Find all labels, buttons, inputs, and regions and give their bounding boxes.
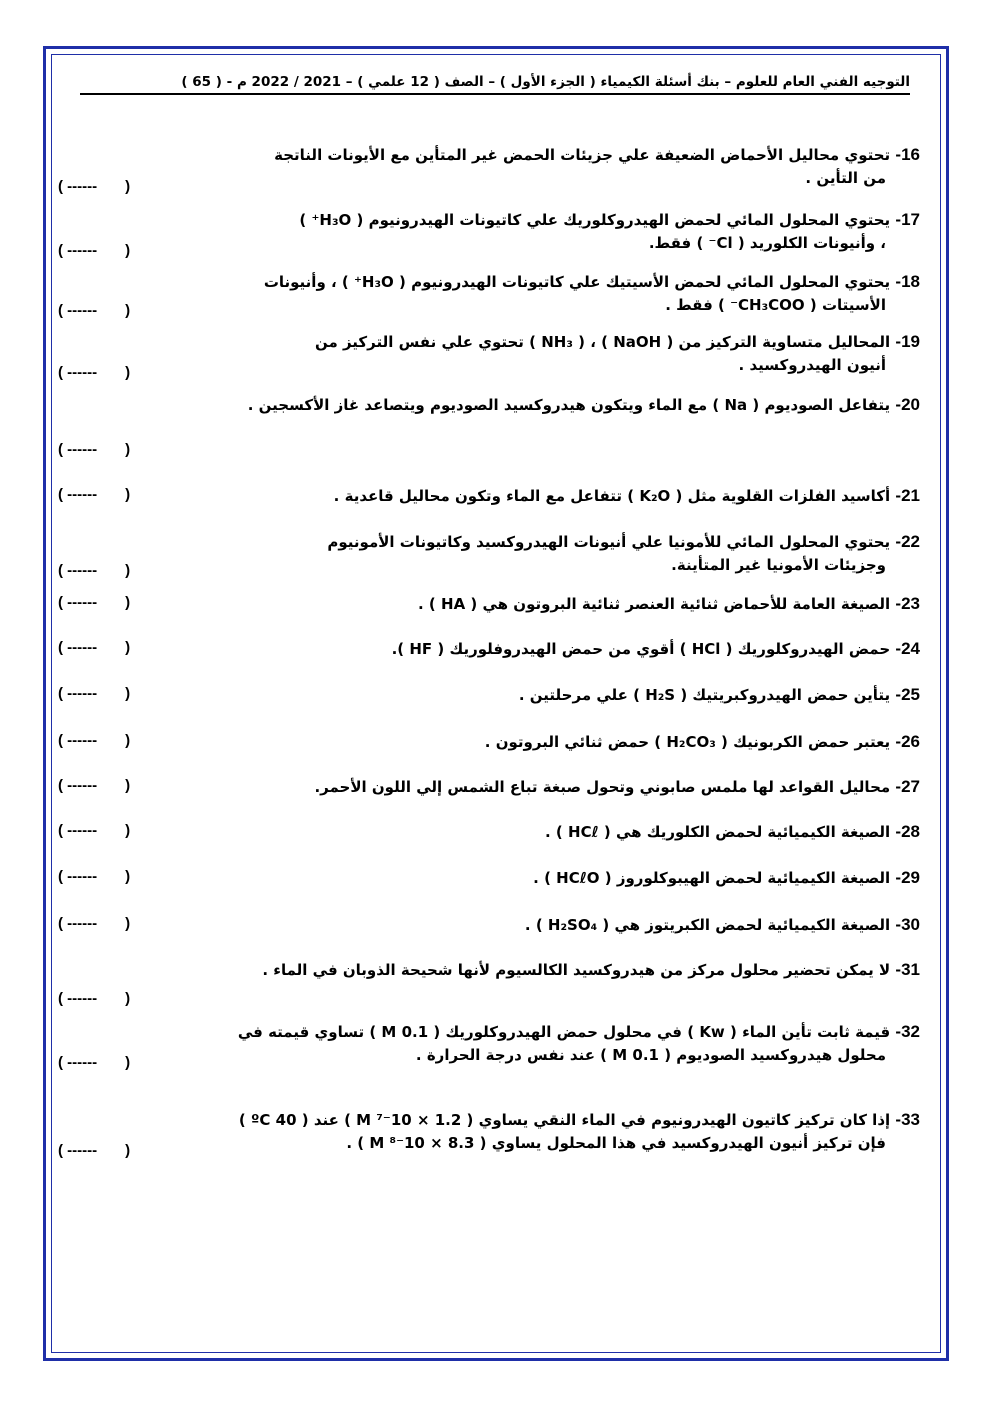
question-text: يحتوي المحلول المائي لحمض الهيدروكلوريك علي كاتيونات الهيدرونيوم ( H₃O⁺ ): [299, 211, 891, 229]
question-text-line2: محلول هيدروكسيد الصوديوم ( 0.1 M ) عند نفس درجة الحرارة .: [415, 1046, 886, 1064]
answer-blank-24[interactable]: ( ------ ): [58, 639, 131, 656]
question-18: [60, 270, 920, 317]
question-31: [60, 958, 920, 982]
question-number: 24-: [895, 639, 920, 658]
answer-blank-22[interactable]: ( ------ ): [58, 562, 131, 579]
answer-blank-29[interactable]: ( ------ ): [58, 868, 131, 885]
question-27: [60, 775, 920, 799]
question-text: الصيغة الكيميائية لحمض الكلوريك هي ( HCℓ ) .: [545, 823, 891, 841]
question-number: 25-: [895, 685, 920, 704]
question-number: 16-: [895, 145, 920, 164]
question-text: يحتوي المحلول المائي للأمونيا علي أنيونات الهيدروكسيد وكاتيونات الأمونيوم: [327, 533, 891, 551]
question-30: [60, 913, 920, 937]
question-text: محاليل القواعد لها ملمس صابوني وتحول صبغة تباع الشمس إلي اللون الأحمر.: [314, 778, 891, 796]
question-text: يعتبر حمض الكربونيك ( H₂CO₃ ) حمض ثنائي البروتون .: [484, 733, 891, 751]
page-header: التوجيه الفني العام للعلوم – بنك أسئلة الكيمياء ( الجزء الأول ) – الصف ( 12 علمي ) – 2021 / 2022 م - ( 65 ): [80, 74, 910, 95]
question-22: [60, 530, 920, 577]
question-number: 33-: [895, 1110, 920, 1129]
answer-blank-19[interactable]: ( ------ ): [58, 364, 131, 381]
question-text: يتأين حمض الهيدروكبريتيك ( H₂S ) علي مرحلتين .: [518, 686, 891, 704]
question-text-line2: من التأين .: [805, 169, 886, 187]
question-20: [60, 393, 920, 417]
question-text-line2: ، وأنيونات الكلوريد ( Cl⁻ ) فقط.: [648, 234, 886, 252]
question-16: [60, 143, 920, 190]
question-number: 17-: [895, 210, 920, 229]
question-text: لا يمكن تحضير محلول مركز من هيدروكسيد الكالسيوم لأنها شحيحة الذوبان في الماء .: [262, 961, 891, 979]
question-text: قيمة ثابت تأين الماء ( Kw ) في محلول حمض الهيدروكلوريك ( 0.1 M ) تساوي قيمته في: [237, 1023, 891, 1041]
answer-blank-18[interactable]: ( ------ ): [58, 302, 131, 319]
question-text: حمض الهيدروكلوريك ( HCl ) أقوي من حمض الهيدروفلوريك ( HF ).: [391, 640, 891, 658]
question-text-line2: الأسيتات ( CH₃COO⁻ ) فقط .: [665, 296, 886, 314]
answer-blank-20[interactable]: ( ------ ): [58, 441, 131, 458]
question-24: [60, 637, 920, 661]
question-number: 21-: [895, 486, 920, 505]
question-text: الصيغة الكيميائية لحمض الكبريتوز هي ( H₂SO₄ ) .: [524, 916, 891, 934]
answer-blank-25[interactable]: ( ------ ): [58, 685, 131, 702]
question-25: [60, 683, 920, 707]
question-number: 19-: [895, 332, 920, 351]
answer-blank-30[interactable]: ( ------ ): [58, 915, 131, 932]
question-text: أكاسيد الفلزات القلوية مثل ( K₂O ) تتفاعل مع الماء وتكون محاليل قاعدية .: [333, 487, 891, 505]
question-text: إذا كان تركيز كاتيون الهيدرونيوم في الماء النقي يساوي ( 1.2 × 10⁻⁷ M ) عند ( 40 ºC ): [238, 1111, 891, 1129]
answer-blank-16[interactable]: ( ------ ): [58, 178, 131, 195]
question-21: [60, 484, 920, 508]
question-17: [60, 208, 920, 255]
question-text-line2: وجزيئات الأمونيا غير المتأينة.: [671, 556, 886, 574]
question-text: تحتوي محاليل الأحماض الضعيفة علي جزيئات الحمض غير المتأين مع الأيونات الناتجة: [274, 146, 891, 164]
question-number: 22-: [895, 532, 920, 551]
question-number: 31-: [895, 960, 920, 979]
answer-blank-33[interactable]: ( ------ ): [58, 1142, 131, 1159]
question-29: [60, 866, 920, 890]
answer-blank-31[interactable]: ( ------ ): [58, 990, 131, 1007]
question-26: [60, 730, 920, 754]
question-text: الصيغة العامة للأحماض ثنائية العنصر ثنائية البروتون هي ( HA ) .: [418, 595, 891, 613]
answer-blank-27[interactable]: ( ------ ): [58, 777, 131, 794]
question-number: 20-: [895, 395, 920, 414]
question-number: 29-: [895, 868, 920, 887]
question-text: الصيغة الكيميائية لحمض الهيبوكلوروز ( HCℓO ) .: [533, 869, 891, 887]
answer-blank-23[interactable]: ( ------ ): [58, 594, 131, 611]
question-28: [60, 820, 920, 844]
answer-blank-32[interactable]: ( ------ ): [58, 1054, 131, 1071]
question-23: [60, 592, 920, 616]
question-text-line2: فإن تركيز أنيون الهيدروكسيد في هذا المحلول يساوي ( 8.3 × 10⁻⁸ M ) .: [346, 1134, 886, 1152]
question-number: 32-: [895, 1022, 920, 1041]
question-number: 28-: [895, 822, 920, 841]
question-32: [60, 1020, 920, 1067]
answer-blank-28[interactable]: ( ------ ): [58, 822, 131, 839]
answer-blank-17[interactable]: ( ------ ): [58, 242, 131, 259]
question-text: المحاليل متساوية التركيز من ( NaOH ) ، ( NH₃ ) تحتوي علي نفس التركيز من: [314, 333, 891, 351]
question-text: يتفاعل الصوديوم ( Na ) مع الماء ويتكون هيدروكسيد الصوديوم ويتصاعد غاز الأكسجين .: [247, 396, 891, 414]
question-number: 26-: [895, 732, 920, 751]
question-33: [60, 1108, 920, 1155]
answer-blank-26[interactable]: ( ------ ): [58, 732, 131, 749]
question-number: 18-: [895, 272, 920, 291]
question-text-line2: أنيون الهيدروكسيد .: [738, 356, 886, 374]
question-19: [60, 330, 920, 377]
answer-blank-21[interactable]: ( ------ ): [58, 486, 131, 503]
question-number: 27-: [895, 777, 920, 796]
question-number: 30-: [895, 915, 920, 934]
question-text: يحتوي المحلول المائي لحمض الأسيتيك علي كاتيونات الهيدرونيوم ( H₃O⁺ ) ، وأنيونات: [263, 273, 891, 291]
question-number: 23-: [895, 594, 920, 613]
